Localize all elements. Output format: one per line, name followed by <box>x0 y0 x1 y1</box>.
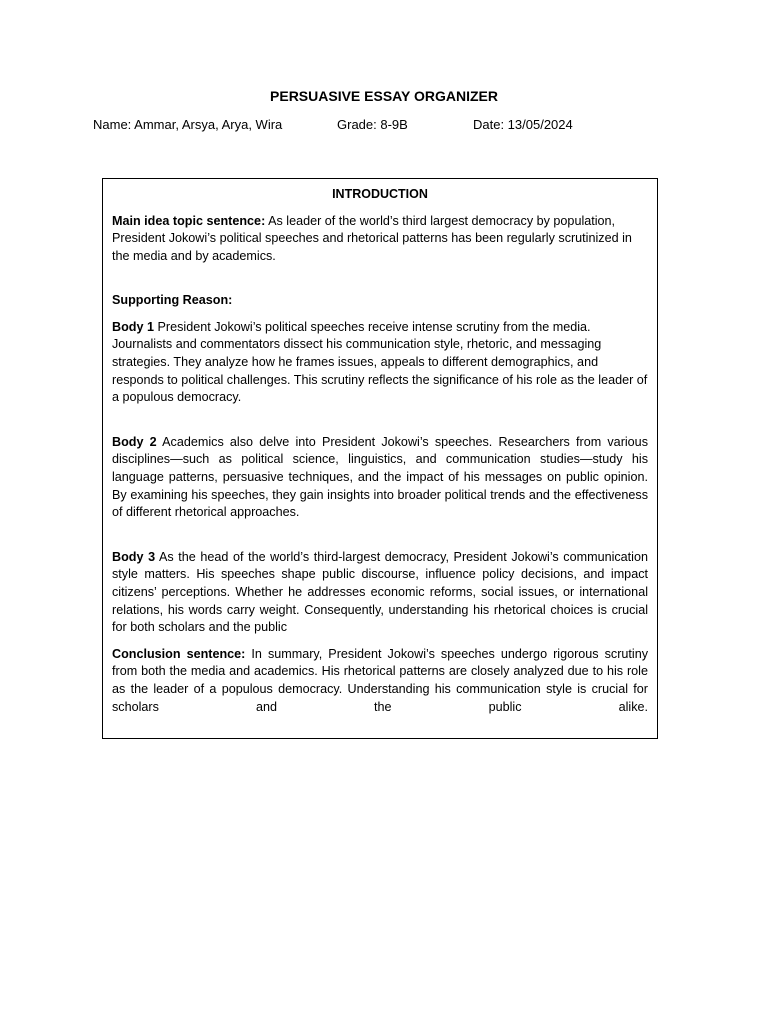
body-2-text: Academics also delve into President Jokowi’s speeches. Researchers from various disciplines—such as political science, linguistics, and communication studies—study his language patterns, persuasive techniques, and the impact of his messages on public opinion. By examining his speeches, they gain insights into broader political trends and the effectiveness of different rhetorical approaches. <box>112 434 648 520</box>
supporting-reason-paragraph <box>112 292 648 310</box>
body-2-paragraph <box>112 434 648 522</box>
student-names: Name: Ammar, Arsya, Arya, Wira <box>93 117 283 132</box>
main-idea-label: Main idea topic sentence: <box>112 213 266 228</box>
conclusion-label: Conclusion sentence: <box>112 646 246 661</box>
date-label: Date: 13/05/2024 <box>473 117 573 132</box>
spacer <box>112 522 648 549</box>
section-heading: INTRODUCTION <box>332 187 428 201</box>
supporting-reason-label: Supporting Reason: <box>112 293 233 308</box>
conclusion-text: In summary, President Jokowi’s speeches undergo rigorous scrutiny from both the media and academics. His rhetorical patterns are closely analyzed due to his role as the leader of a populous democracy. Understanding his communication style is crucial for scholars and the public alike. <box>112 646 649 714</box>
document-title: PERSUASIVE ESSAY ORGANIZER <box>270 88 498 104</box>
body-1-label: Body 1 <box>112 319 154 334</box>
spacer <box>112 407 648 434</box>
body-3-label: Body 3 <box>112 549 156 564</box>
spacer <box>112 310 648 319</box>
main-idea-paragraph <box>112 213 648 266</box>
body-2-label: Body 2 <box>112 434 157 449</box>
conclusion-paragraph <box>112 646 648 716</box>
body-3-text: As the head of the world’s third-largest democracy, President Jokowi’s communication style matters. His speeches shape public discourse, influence policy decisions, and impact citizens’ perceptions. Whether he addresses economic reforms, social issues, or international relations, his words carry weight. Consequently, understanding his rhetorical choices is crucial for both scholars and the public <box>112 549 648 635</box>
spacer <box>112 637 648 646</box>
main-idea-text: As leader of the world’s third largest democracy by population, President Jokowi’s political speeches and rhetorical patterns has been regularly scrutinized in the media and by academics. <box>112 213 632 263</box>
body-1-paragraph <box>112 319 648 407</box>
spacer <box>112 265 648 292</box>
organizer-box <box>102 178 658 739</box>
body-1-text: President Jokowi’s political speeches receive intense scrutiny from the media. Journalists and commentators dissect his communication style, rhetoric, and messaging strategies. They analyze how he frames issues, appeals to different demographics, and responds to political challenges. This scrutiny reflects the significance of his role as the leader of a populous democracy. <box>112 319 648 405</box>
grade-label: Grade: 8-9B <box>337 117 408 132</box>
body-3-paragraph <box>112 549 648 637</box>
